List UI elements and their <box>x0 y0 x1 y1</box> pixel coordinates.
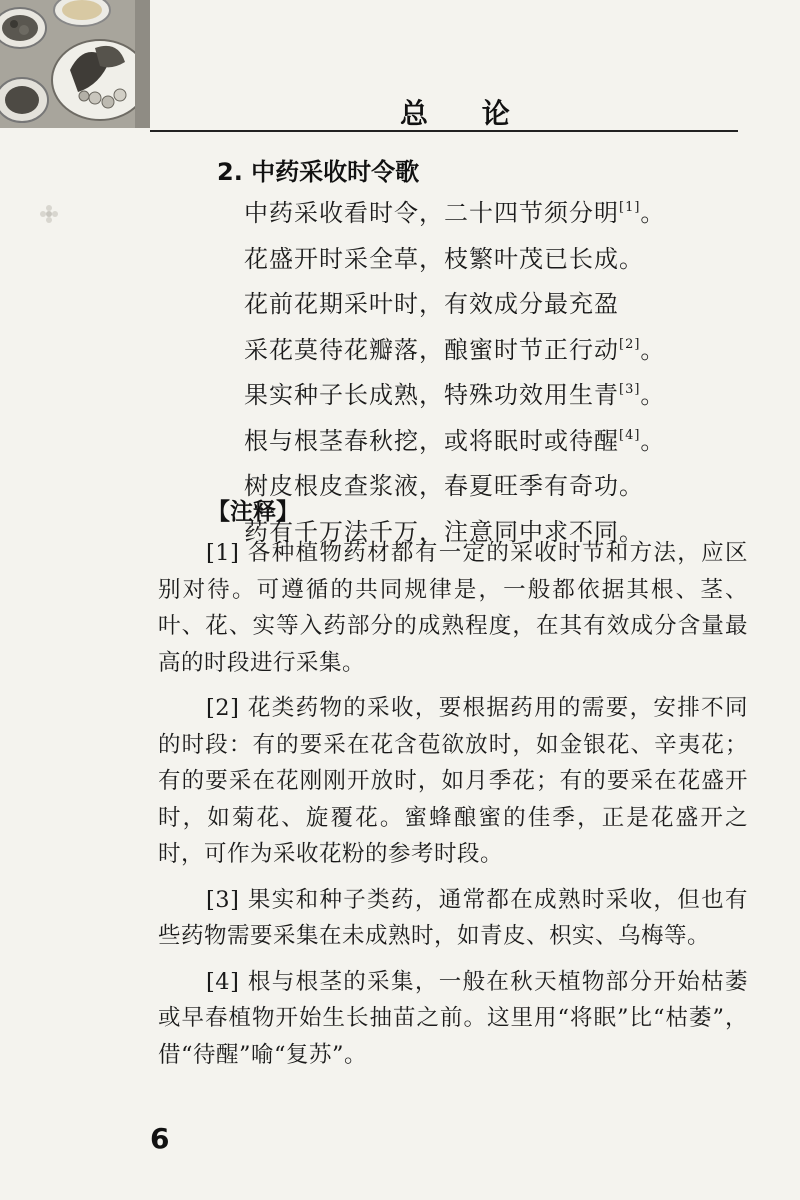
herb-bowls-photo <box>0 0 150 128</box>
poem-line: 中药采收看时令，二十四节须分明[1]。 <box>244 199 666 227</box>
note-paragraph: [1] 各种植物药材都有一定的采收时节和方法，应区别对待。可遵循的共同规律是，一般都依据其根、茎、叶、花、实等入药部分的成熟程度，在其有效成分含量最高的时段进行采集。 <box>158 540 748 676</box>
poem-line: 花盛开时采全草，枝繁叶茂已长成。 <box>244 244 644 273</box>
header-divider <box>150 130 738 132</box>
notes-heading: 【注释】 <box>207 499 299 525</box>
note-paragraph: [4] 根与根茎的采集，一般在秋天植物部分开始枯萎或早春植物开始生长抽苗之前。这里用“将眠”比“枯萎”，借“待醒”喻“复苏”。 <box>158 968 748 1068</box>
flower-ornament-icon <box>40 205 58 223</box>
poem-line: 花前花期采叶时，有效成分最充盈 <box>244 290 619 318</box>
note-paragraph: [3] 果实和种子类药，通常都在成熟时采收，但也有些药物需要采集在未成熟时，如青皮、枳实、乌梅等。 <box>158 886 748 949</box>
harvest-poem <box>244 188 744 552</box>
note-paragraph: [2] 花类药物的采收，要根据药用的需要，安排不同的时段：有的要采在花含苞欲放时，如金银花、辛夷花；有的要采在花刚刚开放时，如月季花；有的要采在花盛开时，如菊花、旋覆花。蜜蜂酿蜜的佳季，正是花盛开之时，可作为采收花粉的参考时段。 <box>158 695 748 867</box>
page-number: 6 <box>150 1122 170 1155</box>
poem-line: 树皮根皮查浆液，春夏旺季有奇功。 <box>244 472 644 500</box>
notes-list <box>158 535 748 1082</box>
poem-line: 根与根茎春秋挖，或将眠时或待醒[4]。 <box>244 426 666 455</box>
poem-line: 药有千万法千万，注意同中求不同。 <box>244 517 644 546</box>
poem-line: 采花莫待花瓣落，酿蜜时节正行动[2]。 <box>244 335 666 364</box>
poem-line: 果实种子长成熟，特殊功效用生青[3]。 <box>244 381 666 409</box>
herb-bowls-illustration <box>0 0 150 128</box>
section-heading: 2. 中药采收时令歌 <box>217 158 420 186</box>
page-header-title: 总 论 <box>400 97 532 130</box>
